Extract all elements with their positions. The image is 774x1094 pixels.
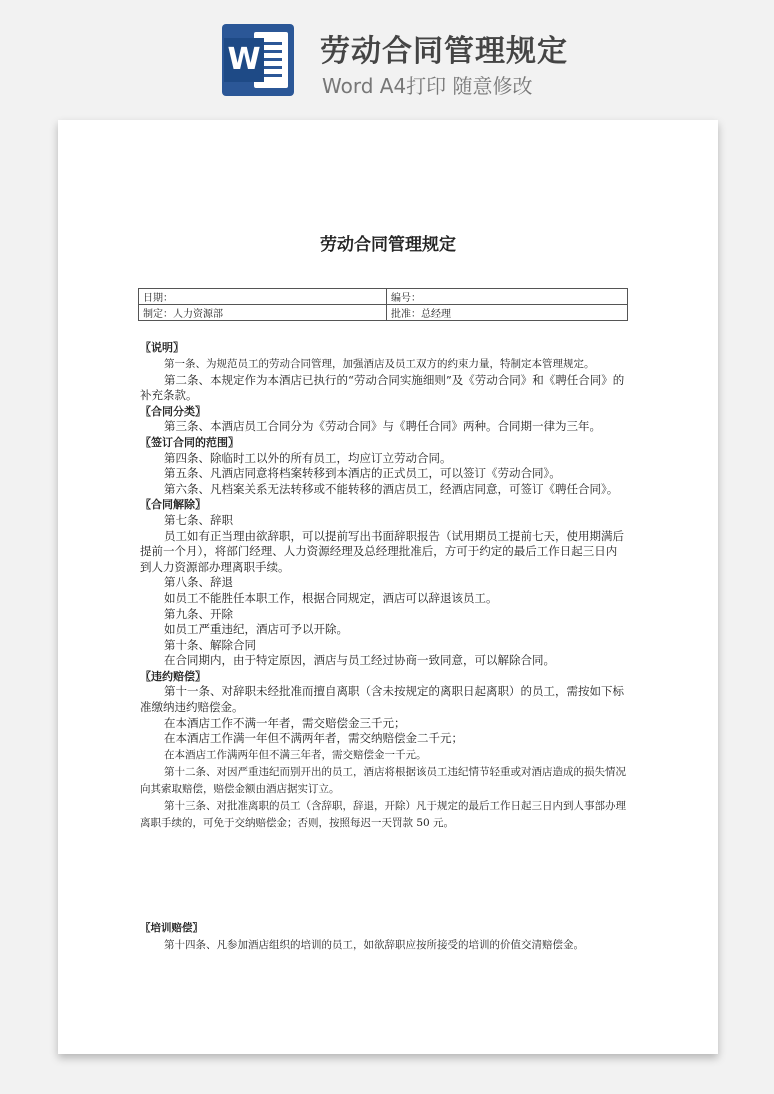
paragraph: 在合同期内，由于特定原因，酒店与员工经过协商一致同意，可以解除合同。 bbox=[164, 653, 555, 668]
paragraph: 如员工不能胜任本职工作，根据合同规定，酒店可以辞退该员工。 bbox=[164, 590, 498, 605]
banner-subtitle: Word A4打印 随意修改 bbox=[322, 74, 533, 98]
paragraph: 第一条、为规范员工的劳动合同管理，加强酒店及员工双方的约束力量，特制定本管理规定。 bbox=[164, 357, 595, 370]
meta-table bbox=[138, 288, 628, 321]
paragraph: 第十四条、凡参加酒店组织的培训的员工，如欲辞职应按所接受的培训的价值交清赔偿金。 bbox=[164, 939, 584, 951]
paragraph: 第十一条、对辞职未经批准而擅自离职（含未按规定的离职日起离职）的员工，需按如下标准缴纳违约赔偿金。 bbox=[140, 684, 624, 715]
paragraph: 第六条、凡档案关系无法转移或不能转移的酒店员工，经酒店同意，可签订《聘任合同》。 bbox=[164, 481, 619, 496]
banner bbox=[0, 0, 774, 118]
made-by-cell: 制定：人力资源部 bbox=[139, 305, 387, 321]
paragraph: 第九条、开除 bbox=[164, 606, 233, 621]
paragraph: 在本酒店工作满两年但不满三年者，需交赔偿金一千元。 bbox=[164, 748, 427, 761]
table-row bbox=[139, 305, 628, 321]
section-heading: 〖签订合同的范围〗 bbox=[140, 435, 239, 449]
word-icon-letter: W bbox=[224, 38, 264, 82]
paragraph: 第十条、解除合同 bbox=[164, 637, 256, 652]
number-cell: 编号： bbox=[387, 289, 628, 305]
document-title: 劳动合同管理规定 bbox=[320, 235, 456, 255]
paragraph: 在本酒店工作不满一年者，需交赔偿金三千元； bbox=[164, 715, 406, 730]
section-heading: 〖培训赔偿〗 bbox=[140, 922, 203, 934]
document-page bbox=[58, 120, 718, 1054]
section-heading: 〖合同分类〗 bbox=[140, 404, 206, 418]
paragraph: 第十三条、对批准离职的员工（含辞职，辞退，开除）凡于规定的最后工作日起三日内到人事部办理离职手续的，可免于交纳赔偿金；否则，按照每迟一天罚款 50 元。 bbox=[140, 799, 626, 829]
paragraph: 第二条、本规定作为本酒店已执行的“劳动合同实施细则”及《劳动合同》和《聘任合同》的补充条款。 bbox=[140, 372, 625, 403]
paragraph: 第三条、本酒店员工合同分为《劳动合同》与《聘任合同》两种。合同期一律为三年。 bbox=[164, 419, 601, 434]
approved-by-cell: 批准：总经理 bbox=[387, 305, 628, 321]
paragraph: 员工如有正当理由欲辞职，可以提前写出书面辞职报告（试用期员工提前七天，使用期满后提前一个月），将部门经理、人力资源经理及总经理批准后，方可于约定的最后工作日起三日内到人力资源部办理离职手续。 bbox=[140, 528, 624, 574]
word-icon bbox=[222, 24, 294, 96]
banner-title: 劳动合同管理规定 bbox=[320, 34, 568, 69]
table-row bbox=[139, 289, 628, 305]
section-heading: 〖说明〗 bbox=[140, 341, 184, 354]
paragraph: 在本酒店工作满一年但不满两年者，需交纳赔偿金二千元； bbox=[164, 731, 463, 746]
date-cell: 日期： bbox=[139, 289, 387, 305]
section-heading: 〖合同解除〗 bbox=[140, 498, 206, 512]
paragraph: 第八条、辞退 bbox=[164, 575, 233, 590]
paragraph: 第十二条、对因严重违纪而别开出的员工，酒店将根据该员工违纪情节轻重或对酒店造成的损失情况向其索取赔偿，赔偿金额由酒店据实订立。 bbox=[140, 765, 626, 795]
paragraph: 第五条、凡酒店同意将档案转移到本酒店的正式员工，可以签订《劳动合同》。 bbox=[164, 466, 561, 481]
paragraph: 如员工严重违纪，酒店可予以开除。 bbox=[164, 622, 348, 637]
section-heading: 〖违约赔偿〗 bbox=[140, 669, 206, 683]
paragraph: 第四条、除临时工以外的所有员工，均应订立劳动合同。 bbox=[164, 450, 452, 465]
training-section bbox=[140, 920, 628, 954]
document-body bbox=[140, 340, 628, 832]
paragraph: 第七条、辞职 bbox=[164, 512, 233, 527]
